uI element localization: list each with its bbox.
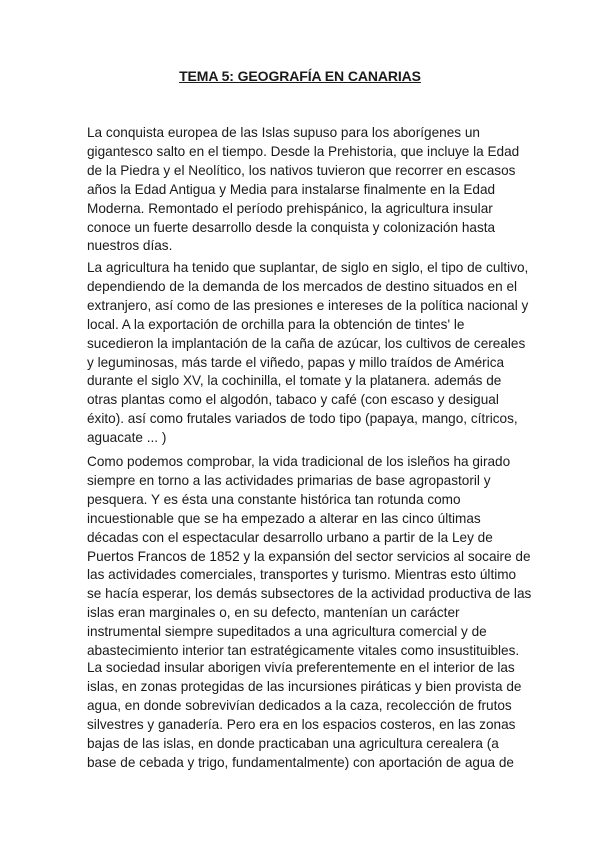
paragraph-3 (87, 453, 531, 661)
text-line: La agricultura ha tenido que suplantar, de siglo en siglo, el tipo de cultivo, (87, 260, 529, 275)
text-line: La conquista europea de las Islas supuso para los aborígenes un (87, 125, 480, 140)
text-line: islas eran marginales o, en su defecto, mantenían un carácter (87, 605, 460, 621)
text-line: base de cebada y trigo, fundamentalmente) con aportación de agua de (87, 754, 514, 770)
text-line: décadas con el espectacular desarrollo urbano a partir de la Ley de (87, 529, 493, 545)
text-line: Puertos Francos de 1852 y la expansión del sector servicios al socaire de (87, 548, 531, 564)
text-line: incuestionable que se ha empezado a alterar en las cinco últimas (87, 510, 481, 526)
text-line: bajas de las islas, en donde practicaban una agricultura cerealera (a (87, 735, 499, 751)
text-line: aguacate ... ) (87, 430, 167, 446)
document-title: TEMA 5: GEOGRAFÍA EN CANARIAS (179, 68, 421, 84)
text-line: nuestros días. (87, 238, 173, 254)
text-line: sucedieron la implantación de la caña de azúcar, los cultivos de cereales (87, 335, 526, 351)
text-line: gigantesco salto en el tiempo. Desde la Prehistoria, que incluye la Edad (87, 143, 520, 159)
text-line: años la Edad Antigua y Media para instalarse finalmente en la Edad (87, 181, 496, 197)
text-line: otras plantas como el algodón, tabaco y café (con escaso y desigual (87, 392, 499, 408)
text-line: instrumental siempre supeditados a una agricultura comercial y de (87, 624, 487, 640)
text-line: durante el siglo XV, la cochinilla, el tomate y la platanera. además de (87, 373, 502, 389)
text-line: se hacía esperar, los demás subsectores de la actividad productiva de las (87, 586, 532, 602)
text-line: y leguminosas, más tarde el viñedo, papas y millo traídos de América (87, 354, 505, 370)
text-line: islas, en zonas protegidas de las incursiones piráticas y bien provista de (87, 678, 522, 694)
text-line: conoce un fuerte desarrollo desde la conquista y colonización hasta (87, 219, 496, 235)
paragraph-4 (87, 659, 521, 772)
text-line: Como podemos comprobar, la vida tradicional de los isleños ha girado (87, 454, 511, 469)
text-line: pesquera. Y es ésta una constante histórica tan rotunda como (87, 491, 461, 507)
text-line: de la Piedra y el Neolítico, los nativos tuvieron que recorrer en escasos (87, 162, 516, 178)
text-line: silvestres y ganadería. Pero era en los espacios costeros, en las zonas (87, 716, 516, 732)
text-line: Moderna. Remontado el período prehispánico, la agricultura insular (87, 200, 493, 216)
text-line: local. A la exportación de orchilla para la obtención de tintes' le (87, 316, 465, 332)
paragraph-2 (87, 259, 528, 448)
text-line: siempre en torno a las actividades primarias de base agropastoril y (87, 472, 491, 488)
text-line: dependiendo de la demanda de los mercados de destino situados en el (87, 278, 518, 294)
text-line: extranjero, así como de las presiones e intereses de la política nacional y (87, 297, 529, 313)
text-line: las actividades comerciales, transportes y turismo. Mientras esto último (87, 567, 517, 583)
paragraph-1 (87, 124, 519, 256)
text-line: éxito). así como frutales variados de todo tipo (papaya, mango, cítricos, (87, 411, 518, 427)
text-line: agua, en donde sobrevivían dedicados a la caza, recolección de frutos (87, 697, 512, 713)
text-line: abastecimiento interior tan estratégicamente vitales como insustituibles. (87, 643, 520, 659)
text-line: La sociedad insular aborigen vivía preferentemente en el interior de las (87, 660, 515, 675)
